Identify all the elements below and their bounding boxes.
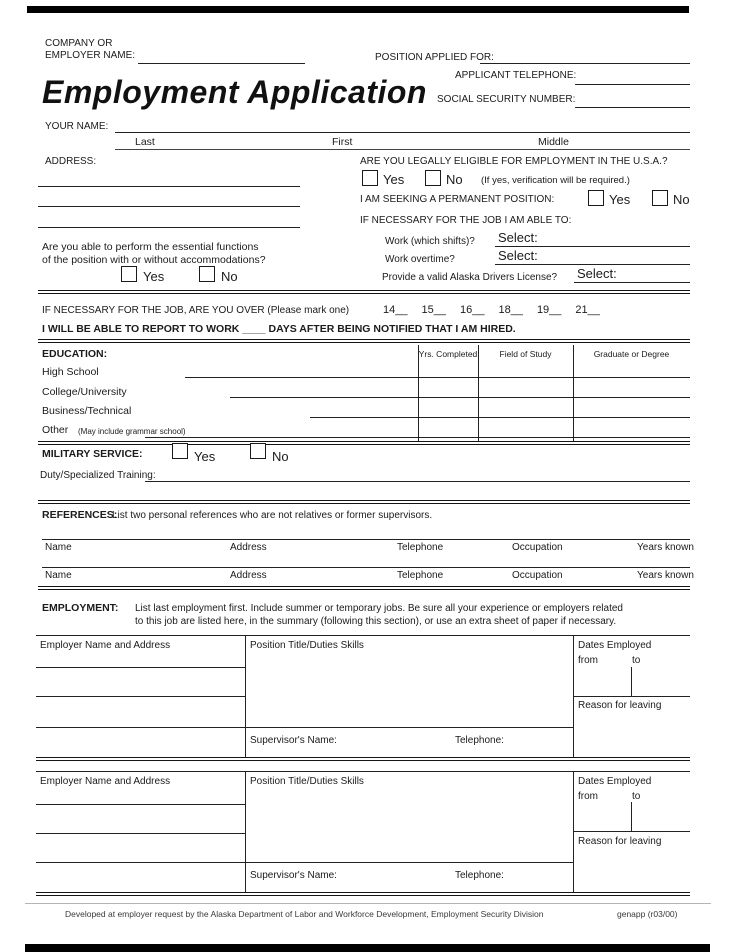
employment1-reason-label: Reason for leaving bbox=[578, 700, 662, 711]
reference2-occupation-label: Occupation bbox=[512, 570, 563, 581]
applicant-telephone-label: APPLICANT TELEPHONE: bbox=[455, 70, 577, 81]
reference1-occupation-label: Occupation bbox=[512, 542, 563, 553]
employment1-employer-line-2[interactable] bbox=[36, 696, 245, 697]
employment1-to-label: to bbox=[632, 655, 641, 666]
scan-artifact-bar-top bbox=[27, 6, 689, 13]
usa-no-checkbox[interactable] bbox=[425, 170, 441, 186]
military-label: MILITARY SERVICE: bbox=[42, 448, 143, 460]
section-divider bbox=[38, 586, 690, 590]
employment2-employer-header: Employer Name and Address bbox=[40, 776, 171, 787]
employment2-to-label: to bbox=[632, 791, 641, 802]
name-middle-label: Middle bbox=[538, 136, 569, 148]
duty-training-field-line[interactable] bbox=[145, 481, 690, 482]
employment1-top-border bbox=[36, 635, 690, 636]
education-col-yrs: Yrs. Completed bbox=[418, 349, 478, 359]
license-select-label[interactable]: Select: bbox=[577, 266, 617, 281]
employment1-dates-header: Dates Employed bbox=[578, 640, 652, 651]
age-option-18[interactable]: 18__ bbox=[498, 304, 523, 316]
employment-note-line2: to this job are listed here, in the summary (following this section), or use an extra sheet of paper if necessary. bbox=[135, 616, 617, 627]
employment2-employer-line-1[interactable] bbox=[36, 804, 245, 805]
shifts-select-label[interactable]: Select: bbox=[498, 230, 538, 245]
reference2-years-label: Years known bbox=[637, 570, 694, 581]
employment2-dates-tick bbox=[631, 802, 632, 831]
essential-question-line1: Are you able to perform the essential functions bbox=[42, 241, 259, 253]
age-option-15[interactable]: 15__ bbox=[421, 304, 446, 316]
usa-eligible-question: ARE YOU LEGALLY ELIGIBLE FOR EMPLOYMENT IN THE U.S.A.? bbox=[360, 156, 668, 167]
employment2-top-border bbox=[36, 771, 690, 772]
section-divider bbox=[36, 892, 690, 896]
reference-row-line-2[interactable] bbox=[42, 567, 690, 568]
usa-no-label: No bbox=[446, 172, 463, 187]
age-option-19[interactable]: 19__ bbox=[536, 304, 562, 316]
employment2-reason-label: Reason for leaving bbox=[578, 836, 662, 847]
employment-label: EMPLOYMENT: bbox=[42, 602, 119, 614]
employment1-position-header: Position Title/Duties Skills bbox=[250, 640, 364, 651]
ssn-label: SOCIAL SECURITY NUMBER: bbox=[437, 94, 576, 105]
address-label: ADDRESS: bbox=[45, 156, 97, 167]
age-question: IF NECESSARY FOR THE JOB, ARE YOU OVER (Please mark one) bbox=[42, 305, 350, 316]
license-field-line[interactable] bbox=[574, 282, 690, 283]
reference1-telephone-label: Telephone bbox=[397, 542, 444, 553]
employment1-telephone-label: Telephone: bbox=[455, 735, 504, 746]
scan-artifact-bar-bottom bbox=[25, 944, 710, 952]
military-yes-label: Yes bbox=[194, 449, 216, 464]
education-business-line[interactable] bbox=[310, 417, 690, 418]
references-note: List two personal references who are not relatives or former supervisors. bbox=[112, 510, 433, 521]
education-grid-line bbox=[418, 345, 419, 441]
company-label-line1: COMPANY OR bbox=[45, 38, 113, 49]
employment1-from-label: from bbox=[578, 655, 598, 666]
military-yes-checkbox[interactable] bbox=[172, 443, 188, 459]
employment1-dates-divider bbox=[573, 696, 690, 697]
age-options bbox=[383, 304, 600, 316]
employment1-supervisor-label: Supervisor's Name: bbox=[250, 735, 337, 746]
employment-note-line1: List last employment first. Include summer or temporary jobs. Be sure all your experience or employers related bbox=[135, 603, 623, 614]
age-option-21[interactable]: 21__ bbox=[575, 304, 600, 316]
applicant-telephone-field-line[interactable] bbox=[575, 84, 690, 85]
employment2-dates-header: Dates Employed bbox=[578, 776, 652, 787]
permanent-yes-label: Yes bbox=[609, 192, 631, 207]
license-question: Provide a valid Alaska Drivers License? bbox=[382, 272, 558, 283]
education-grid-line bbox=[478, 345, 479, 441]
reference2-name-label: Name bbox=[45, 570, 72, 581]
section-divider bbox=[38, 339, 690, 343]
employment2-employer-line-3[interactable] bbox=[36, 862, 245, 863]
usa-yes-label: Yes bbox=[383, 172, 405, 187]
your-name-label: YOUR NAME: bbox=[45, 121, 109, 132]
employment2-grid-line bbox=[245, 771, 246, 892]
address-field-line-1[interactable] bbox=[38, 186, 300, 187]
form-title: Employment Application bbox=[42, 74, 427, 110]
education-col-field: Field of Study bbox=[499, 349, 552, 359]
permanent-no-checkbox[interactable] bbox=[652, 190, 668, 206]
references-label: REFERENCES: bbox=[42, 509, 118, 521]
section-divider bbox=[36, 757, 690, 761]
footer-credit: Developed at employer request by the Alaska Department of Labor and Workforce Development, Employment Security Division bbox=[65, 909, 544, 919]
education-other-line[interactable] bbox=[145, 437, 690, 438]
section-divider bbox=[38, 441, 690, 445]
footer-divider bbox=[25, 903, 711, 904]
employment2-supervisor-label: Supervisor's Name: bbox=[250, 870, 337, 881]
military-no-label: No bbox=[272, 449, 289, 464]
shifts-field-line[interactable] bbox=[495, 246, 690, 247]
employment2-from-label: from bbox=[578, 791, 598, 802]
education-col-degree: Graduate or Degree bbox=[593, 349, 670, 359]
education-row-college: College/University bbox=[42, 386, 127, 398]
employment1-dates-tick bbox=[631, 667, 632, 696]
reference2-address-label: Address bbox=[230, 570, 267, 581]
employment1-supervisor-divider bbox=[245, 727, 573, 728]
education-college-line[interactable] bbox=[230, 397, 690, 398]
address-field-line-2[interactable] bbox=[38, 206, 300, 207]
employment2-position-header: Position Title/Duties Skills bbox=[250, 776, 364, 787]
essential-no-label: No bbox=[221, 269, 238, 284]
essential-no-checkbox[interactable] bbox=[199, 266, 215, 282]
employment1-employer-line-1[interactable] bbox=[36, 667, 245, 668]
footer-form-number: genapp (r03/00) bbox=[617, 909, 678, 919]
name-first-label: First bbox=[332, 136, 353, 148]
essential-yes-label: Yes bbox=[143, 269, 165, 284]
employment2-employer-line-2[interactable] bbox=[36, 833, 245, 834]
education-row-highschool: High School bbox=[42, 366, 99, 378]
section-divider bbox=[38, 290, 690, 294]
ssn-field-line[interactable] bbox=[575, 107, 690, 108]
permanent-no-label: No bbox=[673, 192, 690, 207]
overtime-question: Work overtime? bbox=[385, 254, 455, 265]
reference2-telephone-label: Telephone bbox=[397, 570, 444, 581]
position-applied-label: POSITION APPLIED FOR: bbox=[375, 52, 494, 63]
essential-yes-checkbox[interactable] bbox=[121, 266, 137, 282]
employment1-employer-header: Employer Name and Address bbox=[40, 640, 171, 651]
usa-yes-checkbox[interactable] bbox=[362, 170, 378, 186]
military-no-checkbox[interactable] bbox=[250, 443, 266, 459]
position-applied-field-line[interactable] bbox=[480, 63, 690, 64]
essential-question-line2: of the position with or without accommodations? bbox=[42, 254, 266, 266]
reference1-address-label: Address bbox=[230, 542, 267, 553]
able-to-heading: IF NECESSARY FOR THE JOB I AM ABLE TO: bbox=[360, 215, 572, 226]
permanent-yes-checkbox[interactable] bbox=[588, 190, 604, 206]
reference1-years-label: Years known bbox=[637, 542, 694, 553]
employment2-dates-divider bbox=[573, 831, 690, 832]
company-label-line2: EMPLOYER NAME: bbox=[45, 50, 136, 61]
duty-training-label: Duty/Specialized Training: bbox=[40, 470, 156, 481]
report-statement: I WILL BE ABLE TO REPORT TO WORK ____ DAYS AFTER BEING NOTIFIED THAT I AM HIRED. bbox=[42, 323, 516, 335]
education-grid-line bbox=[573, 345, 574, 441]
age-option-14[interactable]: 14__ bbox=[383, 304, 408, 316]
employment2-supervisor-divider bbox=[245, 862, 573, 863]
permanent-position-question: I AM SEEKING A PERMANENT POSITION: bbox=[360, 194, 555, 205]
company-name-field-line[interactable] bbox=[138, 63, 305, 64]
education-other-note: (May include grammar school) bbox=[78, 427, 186, 436]
shifts-question: Work (which shifts)? bbox=[385, 236, 475, 247]
address-field-line-3[interactable] bbox=[38, 227, 300, 228]
reference-row-line-1[interactable] bbox=[42, 539, 690, 540]
employment1-employer-line-3[interactable] bbox=[36, 727, 245, 728]
reference1-name-label: Name bbox=[45, 542, 72, 553]
section-divider bbox=[38, 500, 690, 504]
overtime-select-label[interactable]: Select: bbox=[498, 248, 538, 263]
name-underline bbox=[115, 149, 690, 150]
name-last-label: Last bbox=[135, 136, 155, 148]
overtime-field-line[interactable] bbox=[495, 264, 690, 265]
education-highschool-line[interactable] bbox=[185, 377, 690, 378]
education-label: EDUCATION: bbox=[42, 348, 108, 360]
education-row-other: Other bbox=[42, 424, 69, 436]
education-row-business: Business/Technical bbox=[42, 405, 132, 417]
verification-note: (If yes, verification will be required.) bbox=[481, 175, 630, 186]
employment1-grid-line bbox=[245, 635, 246, 757]
employment2-telephone-label: Telephone: bbox=[455, 870, 504, 881]
your-name-field-line[interactable] bbox=[115, 132, 690, 133]
age-option-16[interactable]: 16__ bbox=[459, 304, 485, 316]
